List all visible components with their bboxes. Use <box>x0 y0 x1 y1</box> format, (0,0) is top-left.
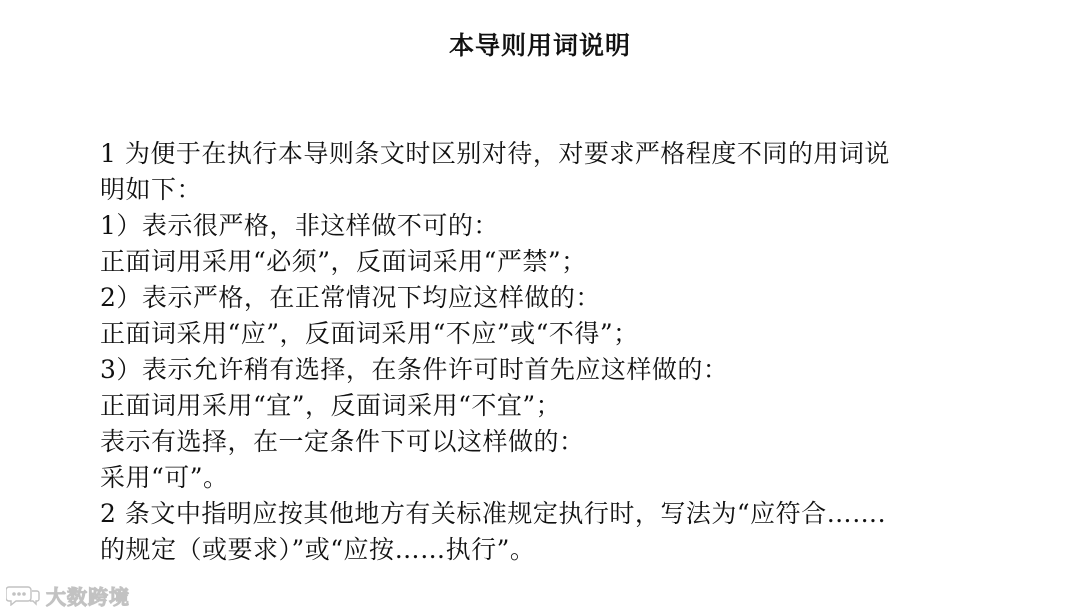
body-line: 表示有选择，在一定条件下可以这样做的： <box>100 427 585 456</box>
body-line: 2 条文中指明应按其他地方有关标准规定执行时，写法为“应符合……. <box>100 499 887 528</box>
watermark-text: 大数跨境 <box>46 584 130 609</box>
body-line: 的规定（或要求）”或“应按……执行”。 <box>100 535 536 564</box>
body-line: 正面词用采用“必须”，反面词采用“严禁”； <box>100 247 587 276</box>
body-line: 正面词采用“应”，反面词采用“不应”或“不得”； <box>100 319 639 348</box>
document-body <box>100 136 1000 568</box>
body-line: 1）表示很严格，非这样做不可的： <box>100 211 499 240</box>
body-line: 明如下： <box>100 175 203 204</box>
page-title: 本导则用词说明 <box>448 31 631 60</box>
body-line: 3）表示允许稍有选择，在条件许可时首先应这样做的： <box>100 355 729 384</box>
chat-bubble-logo-icon <box>6 584 40 606</box>
body-line: 正面词用采用“宜”，反面词采用“不宜”； <box>100 391 562 420</box>
watermark <box>6 580 130 610</box>
body-line: 2）表示严格，在正常情况下均应这样做的： <box>100 283 601 312</box>
body-line: 1 为便于在执行本导则条文时区别对待，对要求严格程度不同的用词说 <box>100 139 890 168</box>
body-line: 采用“可”。 <box>100 463 229 492</box>
